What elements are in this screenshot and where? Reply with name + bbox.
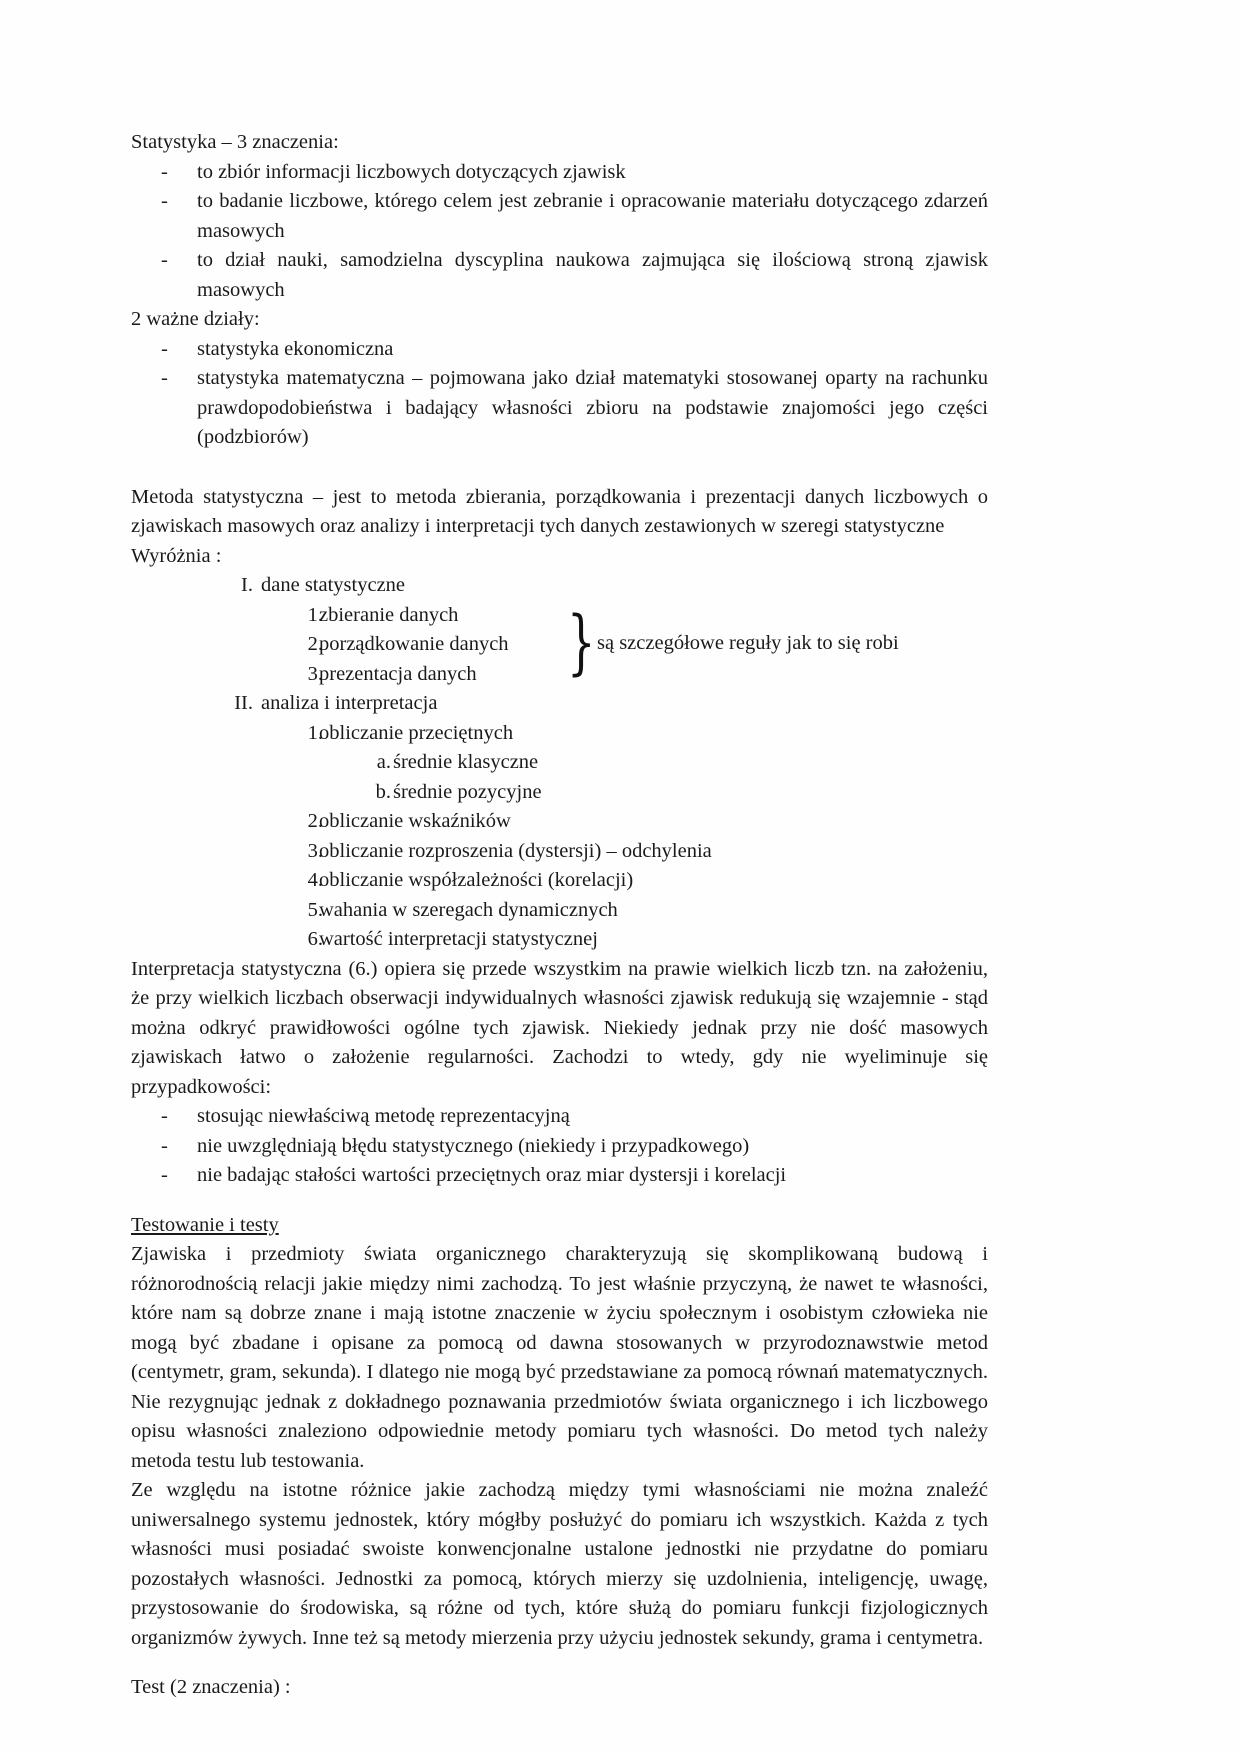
list-item	[131, 660, 988, 690]
list-item-label: obliczanie wskaźników	[319, 810, 511, 832]
list-item-roman-i	[131, 571, 988, 601]
list-item: - stosując niewłaściwą metodę reprezentacyjną	[131, 1102, 988, 1132]
list-marker: 5.	[307, 898, 323, 921]
list-item	[131, 866, 988, 896]
document-content	[131, 128, 988, 1703]
list-item-label: wahania w szeregach dynamicznych	[319, 898, 618, 921]
list-statystyka-znaczenia	[131, 158, 988, 306]
paragraph-interpretacja: Interpretacja statystyczna (6.) opiera się przede wszystkim na prawie wielkich liczb tzn. na założeniu, że przy wielkich liczbach obserwacji indywidualnych własności zjawisk redukują się wzajemnie - stąd można odkryć prawidłowości ogólne tych zjawisk. Niekiedy jednak przy nie dość masowych zjawiskach łatwo o założenie regularności. Zachodzi to wtedy, gdy nie wyeliminuje się przypadkowości:	[131, 957, 988, 1098]
list-item-label: analiza i interpretacja	[261, 692, 438, 714]
heading-wazne-dzialy: 2 ważne działy:	[131, 308, 260, 330]
list-dzialy	[131, 335, 988, 453]
list-marker: b.	[375, 780, 391, 803]
list-item: - statystyka ekonomiczna	[131, 335, 988, 365]
list-item-label: obliczanie współzależności (korelacji)	[319, 869, 634, 891]
paragraph-zjawiska: Zjawiska i przedmioty świata organicznego charakteryzują się skomplikowaną budową i różnorodnością relacji jakie między nimi zachodzą. To jest właśnie przyczyną, że nawet te własności, które nam są dobrze znane i mają istotne znaczenie w życiu społecznym i osobistym człowieka nie mogą być zbadane i opisane za pomocą od dawna stosowanych w przyrodoznawstwie metod (centymetr, gram, sekunda). I dlatego nie mogą być przedstawiane za pomocą równań matematycznych. Nie rezygnując jednak z dokładnego poznawania przedmiotów świata organicznego i ich liczbowego opisu własności znaleziono odpowiednie metody pomiaru tych własności. Do metod tych należy metoda testu lub testowania.	[131, 1243, 988, 1472]
list-item	[131, 778, 988, 808]
list-marker: II.	[234, 692, 253, 714]
list-item-label: porządkowanie danych	[319, 633, 509, 655]
list-item-label: zbieranie danych	[319, 603, 459, 626]
list-item	[131, 719, 988, 749]
spacer	[131, 1653, 988, 1673]
list-analiza-steps-2	[131, 807, 988, 955]
list-item: - to badanie liczbowe, którego celem jest zebranie i opracowanie materiału dotyczącego zdarzeń masowych	[131, 187, 988, 246]
list-item-label: średnie klasyczne	[393, 751, 539, 773]
list-item: - nie uwzględniają błędu statystycznego (niekiedy i przypadkowego)	[131, 1132, 988, 1162]
list-roman-analiza	[131, 689, 988, 719]
list-marker: 1.	[307, 721, 323, 744]
list-marker: a.	[376, 751, 391, 773]
list-item: - nie badając stałości wartości przeciętnych oraz miar dystersji i korelacji	[131, 1161, 988, 1191]
list-przypadkowosc	[131, 1102, 988, 1191]
list-marker: 2.	[307, 810, 323, 832]
curly-brace-icon: }	[567, 601, 596, 684]
list-item	[131, 748, 988, 778]
list-item: - to zbiór informacji liczbowych dotyczących zjawisk	[131, 158, 988, 188]
list-item: - statystyka matematyczna – pojmowana jako dział matematyki stosowanej oparty na rachunku prawdopodobieństwa i badający własności zbioru na podstawie znajomości jego części (podzbiorów)	[131, 364, 988, 453]
list-marker: I.	[241, 574, 253, 596]
list-marker: 2.	[307, 633, 323, 655]
spacer	[131, 453, 988, 483]
list-marker: 1.	[307, 603, 323, 626]
spacer	[131, 1191, 988, 1211]
brace-group	[131, 601, 988, 690]
list-item	[131, 925, 988, 955]
list-item: - to dział nauki, samodzielna dyscyplina naukowa zajmująca się ilościową stroną zjawisk masowych	[131, 246, 988, 305]
list-item-label: średnie pozycyjne	[393, 780, 542, 803]
brace-annotation-text: są szczegółowe reguły jak to się robi	[597, 631, 899, 654]
list-marker: 6.	[307, 928, 323, 950]
list-item-roman-ii	[131, 689, 988, 719]
list-srednie	[131, 748, 988, 807]
list-item-label: wartość interpretacji statystycznej	[319, 928, 598, 950]
list-item-label: prezentacja danych	[319, 662, 477, 685]
paragraph-metoda-statystyczna: Metoda statystyczna – jest to metoda zbierania, porządkowania i prezentacji danych liczbowych o zjawiskach masowych oraz analizy i interpretacji tych danych zestawionych w szeregi statystyczne	[131, 485, 988, 537]
list-marker: 3.	[307, 839, 323, 862]
list-roman-dane	[131, 571, 988, 601]
list-item	[131, 807, 988, 837]
list-analiza-steps-1	[131, 719, 988, 749]
list-item-label: dane statystyczne	[261, 574, 406, 596]
heading-statystyka: Statystyka – 3 znaczenia:	[131, 131, 339, 153]
heading-testowanie-i-testy: Testowanie i testy	[131, 1213, 279, 1236]
list-item-label: obliczanie rozproszenia (dystersji) – odchylenia	[319, 839, 712, 862]
list-item	[131, 601, 988, 631]
list-item-label: obliczanie przeciętnych	[319, 721, 514, 744]
list-item	[131, 896, 988, 926]
paragraph-ze-wzgledu: Ze względu na istotne różnice jakie zachodzą między tymi własnościami nie można znaleźć uniwersalnego systemu jednostek, który mógłby posłużyć do pomiaru ich wszystkich. Każda z tych własności musi posiadać swoiste konwencjonalne ustalone jednostki nie przydatne do pomiaru pozostałych własności. Jednostki za pomocą, których mierzy się uzdolnienia, inteligencję, uwagę, przystosowanie do środowiska, są różne od tych, które służą do pomiaru funkcji fizjologicznych organizmów żywych. Inne też są metody mierzenia przy użyciu jednostek sekundy, grama i centymetra.	[131, 1479, 988, 1649]
list-marker: 4.	[307, 869, 323, 891]
label-wyroznia: Wyróżnia :	[131, 544, 222, 567]
list-item	[131, 837, 988, 867]
heading-test: Test (2 znaczenia) :	[131, 1676, 291, 1698]
list-marker: 3.	[307, 662, 323, 685]
